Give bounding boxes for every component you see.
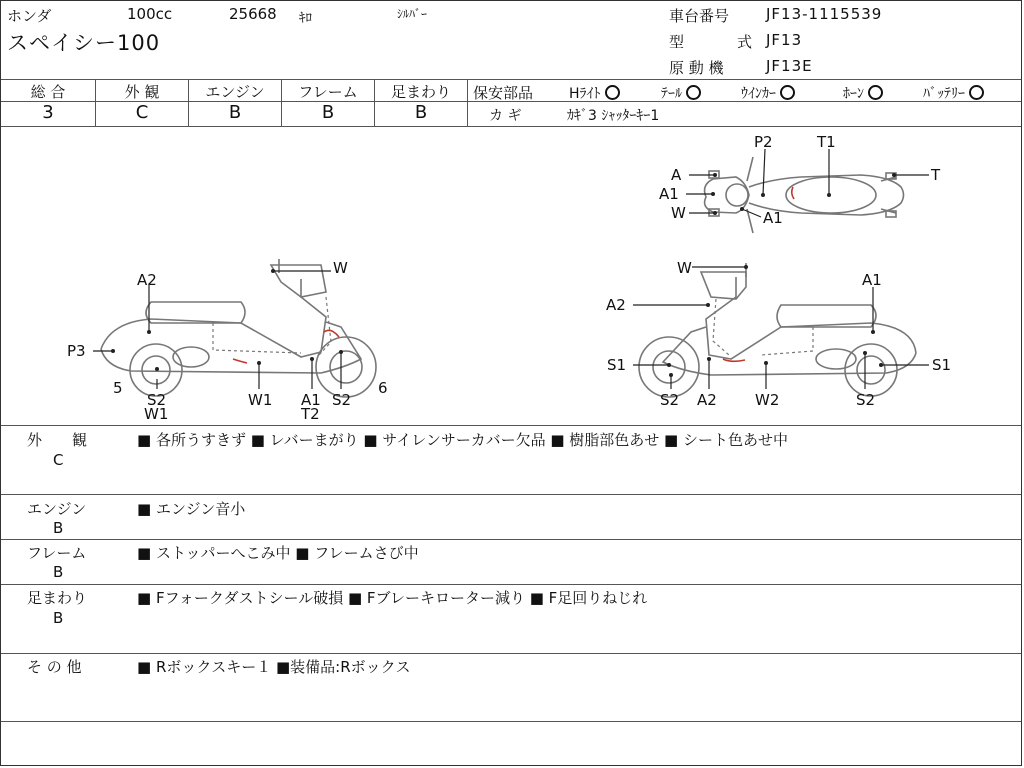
safety-label: 保安部品 [473,84,534,102]
ok-mark-icon [686,85,701,100]
frame-grade: B [321,102,335,123]
callout-label: 6 [378,379,388,397]
section-grade-frame: B [53,563,64,581]
callout-label: S2 [856,391,876,409]
callout-label: T2 [301,405,320,423]
frame-grade-label: フレーム [298,83,358,101]
safety-item: ﾃｰﾙ [661,83,701,103]
divider [1,584,1022,585]
callout-label: W1 [144,405,169,423]
section-title-engine: エンジン [27,500,87,518]
safety-item: ｳｲﾝｶｰ [741,83,795,103]
callout-label: A [671,166,682,184]
mileage: 25668 [229,5,277,23]
callout-label: P3 [67,342,86,360]
ok-mark-icon [868,85,883,100]
section-remarks-engine: ■ エンジン音小 [137,500,246,518]
callout-label: W1 [248,391,273,409]
callout-label: A2 [697,391,717,409]
damage-diagram [1,127,1022,425]
callout-label: W [677,259,692,277]
engine-grade: B [228,102,242,123]
ok-mark-icon [969,85,984,100]
keys-value: ｶｷﾞ3 ｼｬｯﾀｰｷｰ1 [567,108,660,124]
callout-label: A1 [763,209,783,227]
callout-label: T1 [817,133,836,151]
divider [1,425,1022,426]
frame-no-label: 車台番号 [669,7,730,25]
keys-label: カ ギ [489,108,522,124]
callout-label: T [931,166,941,184]
callout-label: 5 [113,379,123,397]
section-grade-suspension: B [53,609,64,627]
ok-mark-icon [605,85,620,100]
callout-label: A1 [659,185,679,203]
overall-grade: 3 [42,102,54,123]
exterior-label: 外 観 [124,83,160,101]
safety-item: ﾊﾞｯﾃﾘｰ [923,83,984,103]
callout-label: A2 [137,271,157,289]
section-remarks-suspension: ■ Fフォークダストシール破損 ■ Fブレーキローター減り ■ F足回りねじれ [137,589,648,607]
callout-label: W [671,204,686,222]
color: ｼﾙﾊﾞｰ [397,7,428,21]
divider [1,653,1022,654]
section-grade-exterior: C [53,451,64,469]
suspension-grade-label: 足まわり [390,83,451,101]
section-grade-engine: B [53,519,64,537]
engine-value: JF13E [766,57,813,75]
callout-label: S2 [332,391,352,409]
engine-label: 原 動 機 [669,59,724,77]
frame-no: JF13-1115539 [766,5,883,23]
section-title-frame: フレーム [27,544,87,562]
callout-label: W [333,259,348,277]
mileage-unit: ｷﾛ [299,11,312,26]
ok-mark-icon [780,85,795,100]
scooter-top-view [705,157,904,233]
divider [467,79,468,126]
maker: ホンダ [7,7,52,25]
divider [1,539,1022,540]
callout-label: P2 [754,133,773,151]
type-label-2: 式 [737,33,753,51]
callout-label: A1 [862,271,882,289]
section-title-exterior: 外 観 [27,431,88,449]
section-title-other: そ の 他 [27,658,82,676]
safety-item: ﾎｰﾝ [843,83,883,103]
callout-label: S2 [147,391,167,409]
callout-label: W2 [755,391,780,409]
section-title-suspension: 足まわり [27,589,88,607]
type-value: JF13 [766,31,803,49]
callout-label: S2 [660,391,680,409]
exterior-grade: C [135,102,149,123]
section-remarks-frame: ■ ストッパーへこみ中 ■ フレームさび中 [137,544,419,562]
overall-label: 総 合 [30,83,66,101]
safety-item: Hﾗｲﾄ [569,83,620,103]
callout-label: A1 [301,391,321,409]
suspension-grade: B [414,102,428,123]
engine-grade-label: エンジン [205,83,265,101]
displacement: 100cc [127,5,173,23]
section-remarks-exterior: ■ 各所うすきず ■ レバーまがり ■ サイレンサーカバー欠品 ■ 樹脂部色あせ ■ シート色あせ中 [137,431,789,449]
callout-label: S1 [607,356,627,374]
section-remarks-other: ■ Rボックスキー１ ■装備品:Rボックス [137,658,411,676]
callout-label: A2 [606,296,626,314]
model-name: スペイシー100 [7,31,161,55]
callout-label: S1 [932,356,952,374]
divider [1,79,1022,80]
divider [1,494,1022,495]
type-label-1: 型 [669,33,685,51]
divider [1,721,1022,722]
